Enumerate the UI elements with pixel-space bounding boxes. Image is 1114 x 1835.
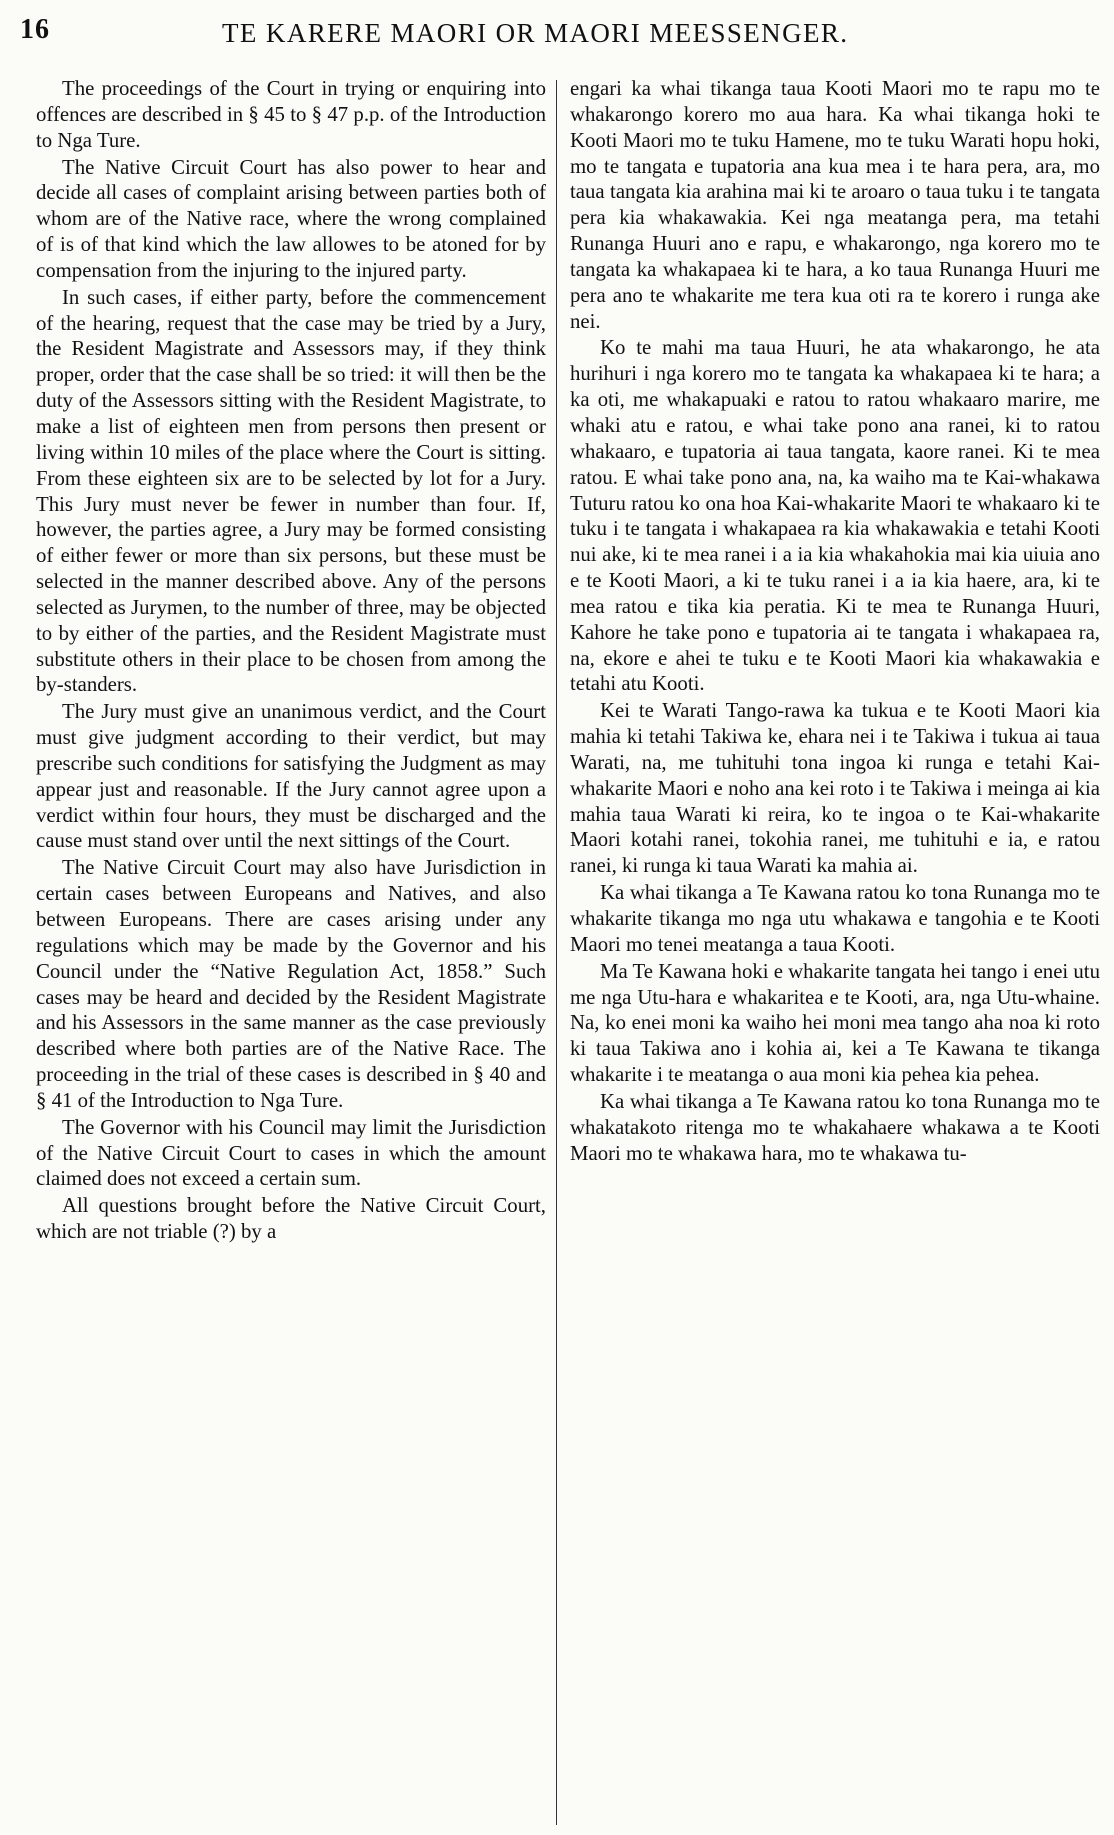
paragraph: Ka whai tikanga a Te Kawana ratou ko tona Runanga mo te whakarite tikanga mo nga utu whakawa e tangohia e te Kooti Maori mo tenei meatanga a taua Kooti. [570,881,1100,956]
paragraph: engari ka whai tikanga taua Kooti Maori mo te rapu mo te whakarongo korero mo aua hara. Ka whai tikanga hoki te Kooti Maori mo te tuku Hamene, mo te tuku Warati hopu hoki, mo te tangata e tupatoria ana kua mea i te hara pera, ara, mo taua tangata kia arahina mai ki te aroaro o taua tuku i te tangata pera kia whakawakia. Kei nga meatanga pera, ma tetahi Runanga Huuri ano e rapu, e whakarongo, nga korero mo te tangata ka whakapaea ki te hara, a ko taua Runanga Huuri me pera ano te whakarite me tera kua oti ra te korero i runga ake nei. [570,77,1100,333]
paragraph: The Native Circuit Court may also have Jurisdiction in certain cases between Europeans and Natives, and also between Europeans. There are cases arising under any regulations which may be made by the Governor and his Council under the “Native Regulation Act, 1858.” Such cases may be heard and decided by the Resident Magistrate and his Assessors in the same manner as the case previously described where both parties are of the Native Race. The proceeding in the trial of these cases is described in § 40 and § 41 of the Introduction to Nga Ture. [36,856,546,1112]
paragraph: The proceedings of the Court in trying or enquiring into offences are described in § 45 to § 47 p.p. of the Introduction to Nga Ture. [36,77,546,152]
paragraph: All questions brought before the Native Circuit Court, which are not triable (?) by a [36,1194,546,1244]
column-divider [556,80,557,1825]
paragraph: The Native Circuit Court has also power to hear and decide all cases of complaint arising between parties both of whom are of the Native race, where the wrong complained of is of that kind which the law allowes to be atoned for by compensation from the injuring to the injured party. [36,155,546,282]
page-number: 16 [20,14,50,45]
english-text-column [36,76,546,1824]
paragraph: The Governor with his Council may limit the Jurisdiction of the Native Circuit Court to cases in which the amount claimed does not exceed a certain sum. [36,1115,546,1191]
paragraph: Ko te mahi ma taua Huuri, he ata whakarongo, he ata hurihuri i nga korero mo te tangata ka whakapaea ki te hara; a ka oti, me whakapuaki e ratou to ratou whakaaro marire, me whaki atu e ratou, e whai take pono ana ranei, ki to ratou whakaaro, e tupatoria ai taua tangata, kaore ranei. Ki te mea ratou. E whai take pono ana, na, ka waiho ma te Kai-whakawa Tuturu ratou ko ona hoa Kai-whakarite Maori te whakaaro ki te tuku i te tangata i whakapaea ra kia whakawakia e tetahi Kooti nui ake, ki te mea ranei i a ia kia whakahokia mai kia uiuia ano e te Kooti Maori, a ki te tuku ranei i a ia kia haere, ara, ki te mea ratou e tika kia peratia. Ki te mea te Runanga Huuri, Kahore he take pono e tupatoria ai te tangata i whakapaea ra, na, ekore e ahei te tuku e te Kooti Maori kia whakawakia e tetahi atu Kooti. [570,336,1100,696]
paragraph: The Jury must give an unanimous verdict, and the Court must give judgment according to their verdict, but may prescribe such conditions for satisfying the Judgment as may appear just and reasonable. If the Jury cannot agree upon a verdict within four hours, they must be discharged and the cause must stand over until the next sittings of the Court. [36,700,546,853]
maori-text-column [570,76,1100,1824]
paragraph: Ma Te Kawana hoki e whakarite tangata hei tango i enei utu me nga Utu-hara e whakaritea e te Kooti, ara, nga Utu-whaine. Na, ko enei moni ka waiho hei moni mea tango aha noa ki roto ki taua Takiwa ano i kohia ai, kei a Te Kawana te tikanga whakarite i te meatanga o aua moni kia pehea kia pehea. [570,959,1100,1087]
paragraph: Ka whai tikanga a Te Kawana ratou ko tona Runanga mo te whakatakoto ritenga mo te whakahaere whakawa a te Kooti Maori mo te whakawa hara, mo te whakawa tu- [570,1089,1100,1165]
page-header [12,14,1102,56]
paragraph: Kei te Warati Tango-rawa ka tukua e te Kooti Maori kia mahia ki tetahi Takiwa ke, ehara nei i te Takiwa i tukua ai taua Warati, na, me tuhituhi tona ingoa ki runga e tetahi Kai-whakarite Maori e noho ana kei roto i te Takiwa i meinga ai kia mahia taua Warati ki reira, ko te ingoa o te Kai-whakarite Maori kotahi ranei, tokohia ranei, me tuhituhi e ia, e ratou ranei, ki runga ki taua Warati ka mahia ai. [570,699,1100,878]
paragraph: In such cases, if either party, before the commencement of the hearing, request that the case may be tried by a Jury, the Resident Magistrate and Assessors may, if they think proper, order that the case shall be so tried: it will then be the duty of the Assessors sitting with the Resident Magistrate, to make a list of eighteen men from persons then present or living within 10 miles of the place where the Court is sitting. From these eighteen six are to be selected by lot for a Jury. This Jury must never be fewer in number than four. If, however, the parties agree, a Jury may be formed consisting of either fewer or more than six persons, but these must be selected in the manner described above. Any of the persons selected as Jurymen, to the number of three, may be objected to by either of the parties, and the Resident Magistrate must substitute others in their place to be chosen from among the by-standers. [36,285,546,697]
running-head-title: TE KARERE MAORI OR MAORI MEESSENGER. [222,18,849,48]
